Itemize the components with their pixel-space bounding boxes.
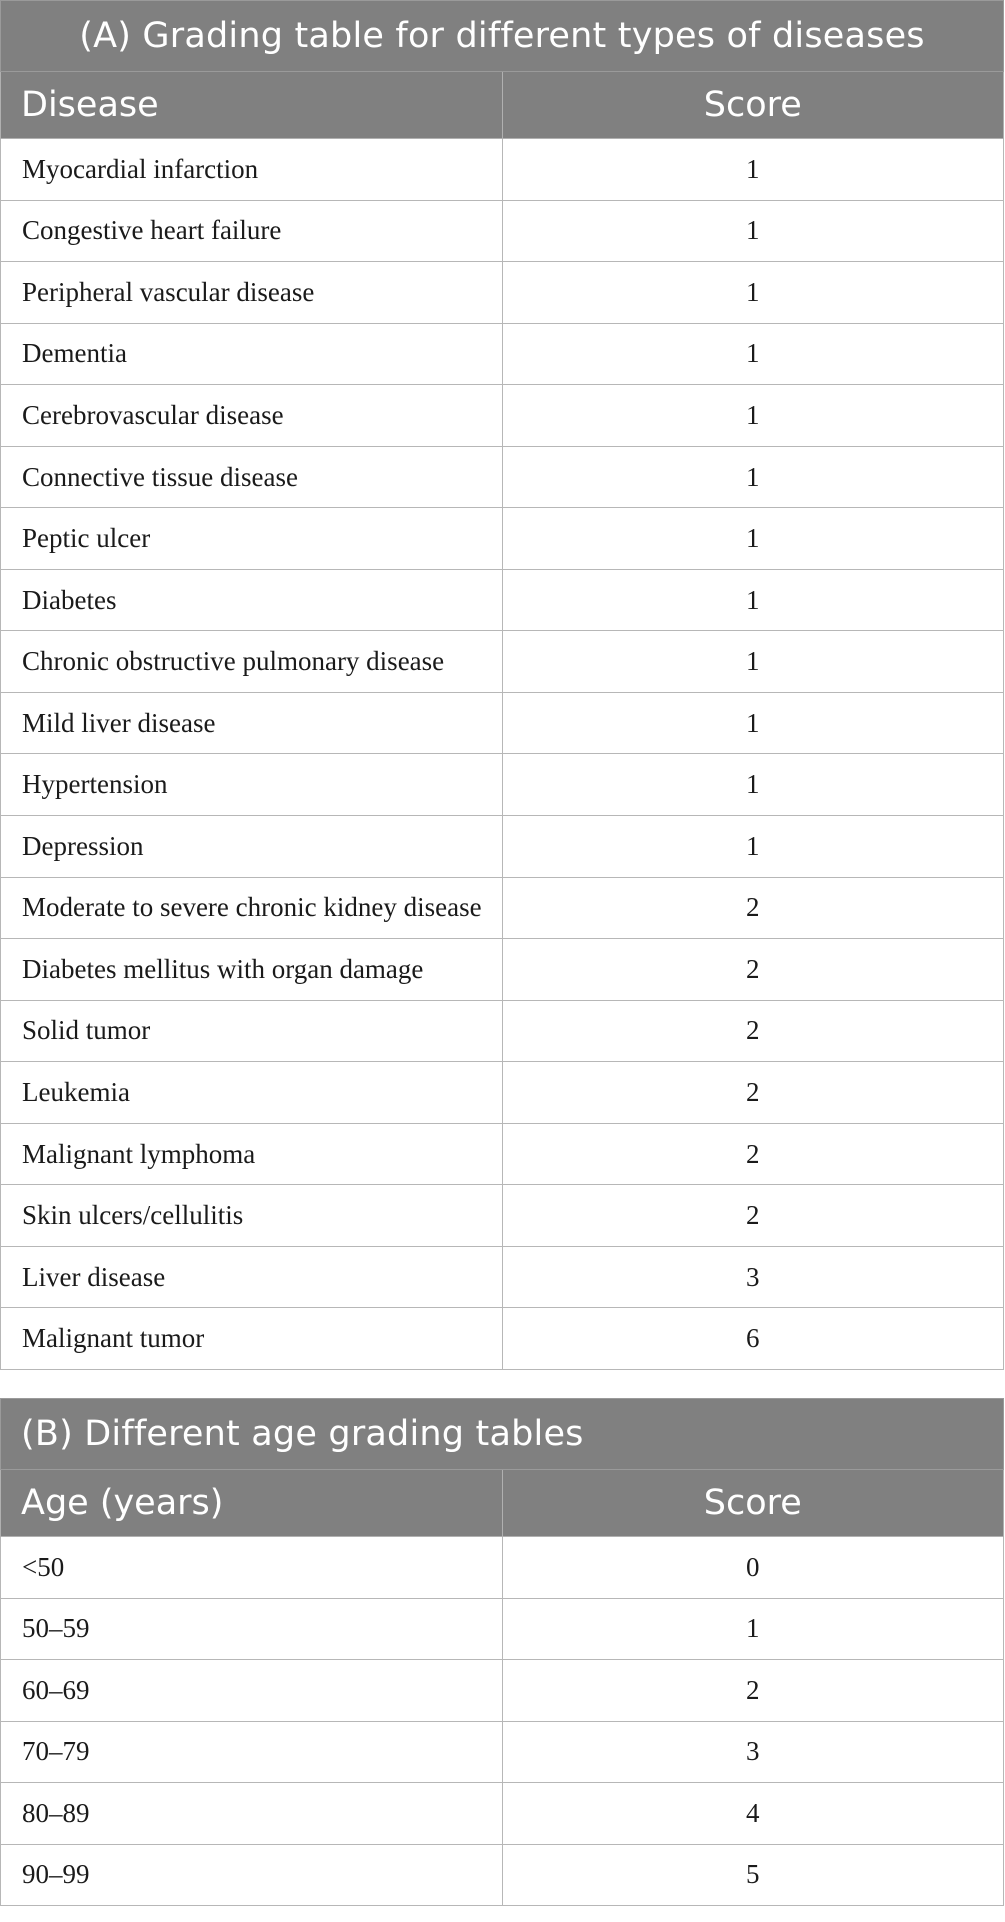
row-label-cell: <50 xyxy=(1,1537,503,1599)
column-header-score: Score xyxy=(502,72,1004,139)
table-row xyxy=(1,1123,1004,1185)
table-row xyxy=(1,1062,1004,1124)
row-label-cell: Diabetes xyxy=(1,569,503,631)
table-row xyxy=(1,1246,1004,1308)
table-row xyxy=(1,877,1004,939)
table-row xyxy=(1,323,1004,385)
score-cell: 1 xyxy=(502,262,1004,324)
score-cell: 1 xyxy=(502,446,1004,508)
score-cell: 0 xyxy=(502,1537,1004,1599)
row-label-cell: Diabetes mellitus with organ damage xyxy=(1,939,503,1001)
row-label-cell: Malignant lymphoma xyxy=(1,1123,503,1185)
row-label-cell: Malignant tumor xyxy=(1,1308,503,1370)
column-header-disease: Disease xyxy=(1,72,503,139)
table-title-row xyxy=(1,1399,1004,1470)
row-label-cell: Dementia xyxy=(1,323,503,385)
score-cell: 2 xyxy=(502,1000,1004,1062)
table-row xyxy=(1,446,1004,508)
table-row xyxy=(1,631,1004,693)
row-label-cell: 60–69 xyxy=(1,1660,503,1722)
table-a-title: (A) Grading table for different types of diseases xyxy=(1,1,1004,72)
table-row xyxy=(1,262,1004,324)
row-label-cell: Congestive heart failure xyxy=(1,200,503,262)
row-label-cell: 90–99 xyxy=(1,1844,503,1906)
table-row xyxy=(1,1783,1004,1845)
table-row xyxy=(1,754,1004,816)
row-label-cell: Leukemia xyxy=(1,1062,503,1124)
score-cell: 2 xyxy=(502,939,1004,1001)
score-cell: 1 xyxy=(502,816,1004,878)
row-label-cell: Hypertension xyxy=(1,754,503,816)
row-label-cell: Skin ulcers/cellulitis xyxy=(1,1185,503,1247)
score-cell: 2 xyxy=(502,1123,1004,1185)
table-row xyxy=(1,1308,1004,1370)
table-header-row xyxy=(1,72,1004,139)
score-cell: 2 xyxy=(502,1062,1004,1124)
score-cell: 3 xyxy=(502,1246,1004,1308)
row-label-cell: Myocardial infarction xyxy=(1,139,503,201)
row-label-cell: 80–89 xyxy=(1,1783,503,1845)
score-cell: 2 xyxy=(502,1660,1004,1722)
table-header-row xyxy=(1,1470,1004,1537)
table-row xyxy=(1,1660,1004,1722)
table-row xyxy=(1,1537,1004,1599)
score-cell: 1 xyxy=(502,631,1004,693)
row-label-cell: Solid tumor xyxy=(1,1000,503,1062)
column-header-age: Age (years) xyxy=(1,1470,503,1537)
score-cell: 1 xyxy=(502,200,1004,262)
score-cell: 1 xyxy=(502,754,1004,816)
row-label-cell: Cerebrovascular disease xyxy=(1,385,503,447)
disease-table-body xyxy=(1,139,1004,1370)
score-cell: 2 xyxy=(502,877,1004,939)
table-row xyxy=(1,569,1004,631)
row-label-cell: Chronic obstructive pulmonary disease xyxy=(1,631,503,693)
row-label-cell: 50–59 xyxy=(1,1598,503,1660)
row-label-cell: Mild liver disease xyxy=(1,692,503,754)
score-cell: 4 xyxy=(502,1783,1004,1845)
score-cell: 1 xyxy=(502,139,1004,201)
table-row xyxy=(1,1185,1004,1247)
score-cell: 1 xyxy=(502,508,1004,570)
score-cell: 1 xyxy=(502,323,1004,385)
table-row xyxy=(1,692,1004,754)
table-row xyxy=(1,1844,1004,1906)
row-label-cell: Liver disease xyxy=(1,1246,503,1308)
score-cell: 1 xyxy=(502,569,1004,631)
row-label-cell: Depression xyxy=(1,816,503,878)
age-grading-table xyxy=(0,1398,1004,1906)
score-cell: 2 xyxy=(502,1185,1004,1247)
score-cell: 1 xyxy=(502,385,1004,447)
score-cell: 1 xyxy=(502,692,1004,754)
row-label-cell: Connective tissue disease xyxy=(1,446,503,508)
row-label-cell: Moderate to severe chronic kidney disease xyxy=(1,877,503,939)
score-cell: 5 xyxy=(502,1844,1004,1906)
score-cell: 3 xyxy=(502,1721,1004,1783)
table-row xyxy=(1,508,1004,570)
age-table-body xyxy=(1,1537,1004,1906)
table-b-title: (B) Different age grading tables xyxy=(1,1399,1004,1470)
table-row xyxy=(1,939,1004,1001)
table-row xyxy=(1,1598,1004,1660)
table-row xyxy=(1,816,1004,878)
score-cell: 6 xyxy=(502,1308,1004,1370)
row-label-cell: Peripheral vascular disease xyxy=(1,262,503,324)
table-row xyxy=(1,200,1004,262)
row-label-cell: 70–79 xyxy=(1,1721,503,1783)
table-row xyxy=(1,385,1004,447)
table-row xyxy=(1,1000,1004,1062)
table-title-row xyxy=(1,1,1004,72)
column-header-score: Score xyxy=(502,1470,1004,1537)
table-row xyxy=(1,139,1004,201)
score-cell: 1 xyxy=(502,1598,1004,1660)
row-label-cell: Peptic ulcer xyxy=(1,508,503,570)
table-row xyxy=(1,1721,1004,1783)
